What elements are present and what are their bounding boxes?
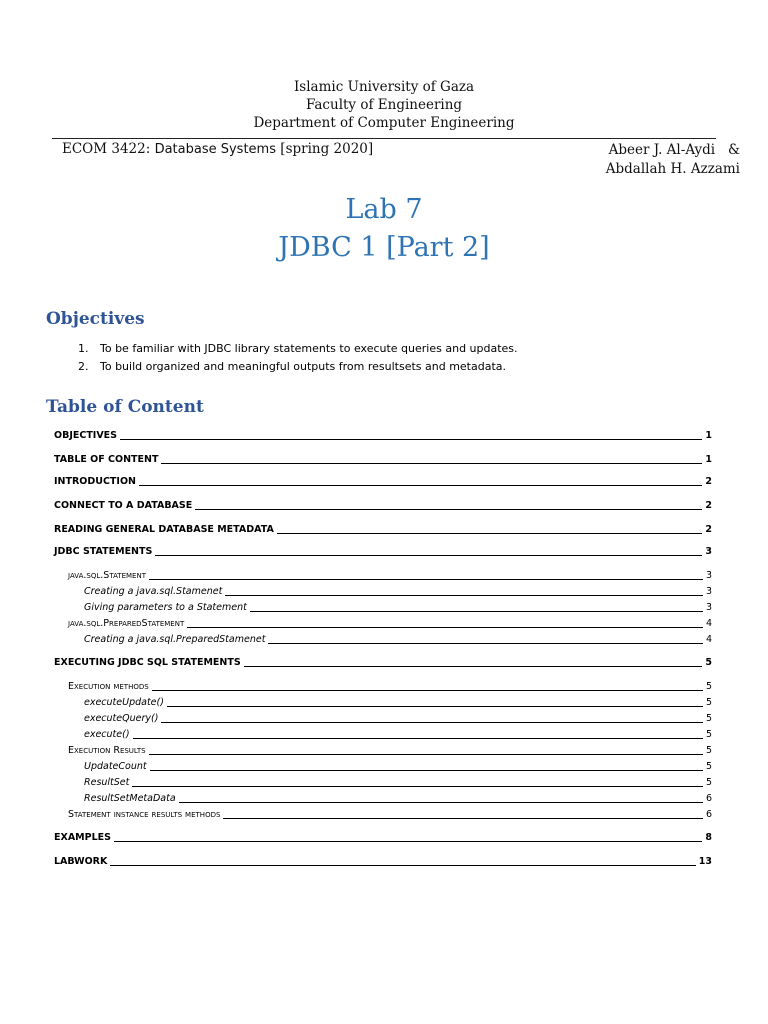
toc-entry-label: UpdateCount (84, 761, 147, 772)
toc-entry[interactable] (54, 454, 712, 466)
toc-entry-page: 5 (705, 681, 712, 692)
toc-entry-label: JDBC STATEMENTS (54, 546, 153, 557)
toc-entry-page: 5 (705, 697, 712, 708)
toc-entry-page: 13 (698, 856, 712, 867)
toc-entry[interactable] (84, 602, 712, 614)
objective-item (78, 340, 518, 358)
toc-entry-label: LABWORK (54, 856, 108, 867)
header-rule (52, 138, 716, 139)
toc-entry[interactable] (84, 729, 712, 741)
toc-entry-page: 5 (705, 729, 712, 740)
toc-entry-page: 6 (705, 809, 712, 820)
toc-entry-page: 6 (705, 793, 712, 804)
toc-entry[interactable] (54, 856, 712, 868)
toc-leader (120, 438, 702, 440)
toc-heading: Table of Content (46, 397, 204, 417)
objectives-heading: Objectives (46, 309, 145, 329)
toc-entry-page: 3 (705, 570, 712, 581)
toc-leader (150, 769, 703, 771)
toc-entry[interactable] (84, 586, 712, 598)
toc-entry-label: Execution Results (68, 745, 146, 756)
toc-leader (223, 817, 703, 819)
toc-entry-page: 3 (705, 586, 712, 597)
toc-entry-page: 5 (705, 777, 712, 788)
toc-entry-label: execute() (84, 729, 130, 740)
toc-entry[interactable] (68, 570, 712, 582)
toc-leader (149, 578, 703, 580)
toc-entry-page: 5 (705, 713, 712, 724)
toc-entry-label: ResultSetMetaData (84, 793, 176, 804)
toc-entry[interactable] (84, 793, 712, 805)
toc-entry[interactable] (54, 832, 712, 844)
lab-subtitle: JDBC 1 [Part 2] (278, 232, 490, 263)
toc-entry-page: 4 (705, 618, 712, 629)
toc-entry[interactable] (54, 430, 712, 442)
objective-item (78, 358, 518, 376)
toc-entry[interactable] (54, 546, 712, 558)
toc-entry[interactable] (84, 697, 712, 709)
objective-number: 1. (78, 342, 89, 355)
toc-entry-page: 4 (705, 634, 712, 645)
university-name: Islamic University of Gaza (293, 79, 475, 95)
toc-entry-label: executeQuery() (84, 713, 159, 724)
toc-leader (155, 554, 702, 556)
course-name: Database Systems (154, 142, 276, 157)
toc-leader (133, 737, 703, 739)
toc-entry-label: Creating a java.sql.Stamenet (84, 586, 223, 597)
objective-text: To be familiar with JDBC library statements to execute queries and updates. (100, 342, 518, 355)
toc-entry-page: 2 (705, 500, 712, 511)
toc-leader (149, 753, 703, 755)
toc-leader (139, 484, 702, 486)
toc-entry-label: java.sql.PreparedStatement (68, 618, 185, 629)
toc-entry[interactable] (84, 713, 712, 725)
toc-leader (161, 721, 703, 723)
toc-entry-label: java.sql.Statement (68, 570, 146, 581)
toc-entry-label: EXAMPLES (54, 832, 111, 843)
toc-entry-page: 5 (705, 657, 712, 668)
toc-leader (225, 594, 703, 596)
toc-entry-page: 3 (705, 546, 712, 557)
toc-entry[interactable] (54, 476, 712, 488)
toc-entry-page: 2 (705, 524, 712, 535)
toc-leader (268, 642, 703, 644)
toc-leader (195, 508, 702, 510)
toc-entry-label: Execution methods (68, 681, 149, 692)
toc-entry-label: OBJECTIVES (54, 430, 118, 441)
toc-entry-label: executeUpdate() (84, 697, 164, 708)
objective-text: To build organized and meaningful outputs from resultsets and metadata. (100, 360, 507, 373)
toc-leader (114, 840, 702, 842)
author-line-2: Abdallah H. Azzami (605, 161, 740, 177)
toc-leader (167, 705, 703, 707)
toc-leader (132, 785, 703, 787)
department-name: Department of Computer Engineering (253, 115, 515, 131)
course-code: ECOM 3422: (62, 141, 151, 157)
toc-entry-label: Creating a java.sql.PreparedStamenet (84, 634, 266, 645)
institution-header (0, 78, 768, 132)
toc-entry[interactable] (84, 634, 712, 646)
toc-leader (250, 610, 703, 612)
toc-entry-page: 3 (705, 602, 712, 613)
toc-entry[interactable] (68, 809, 712, 821)
toc-leader (110, 864, 695, 866)
toc-entry[interactable] (68, 681, 712, 693)
toc-leader (277, 532, 703, 534)
toc-entry-label: Giving parameters to a Statement (84, 602, 247, 613)
toc-leader (244, 665, 703, 667)
toc-entry-label: TABLE OF CONTENT (54, 454, 159, 465)
toc-leader (161, 462, 702, 464)
toc-entry-page: 5 (705, 761, 712, 772)
toc-entry-page: 8 (705, 832, 712, 843)
toc-entry-label: EXECUTING JDBC SQL STATEMENTS (54, 657, 241, 668)
course-term: [spring 2020] (280, 141, 374, 157)
course-line (62, 141, 373, 157)
authors (606, 141, 740, 179)
toc-entry-label: ResultSet (84, 777, 130, 788)
toc-entry[interactable] (68, 745, 712, 757)
toc-entry-page: 1 (705, 430, 712, 441)
toc-entry-page: 1 (705, 454, 712, 465)
toc-entry-page: 5 (705, 745, 712, 756)
toc-leader (179, 801, 703, 803)
toc-entry-label: CONNECT TO A DATABASE (54, 500, 193, 511)
toc-entry[interactable] (68, 618, 712, 630)
faculty-name: Faculty of Engineering (305, 97, 463, 113)
toc-entry[interactable] (54, 524, 712, 536)
toc-leader (187, 626, 703, 628)
toc-entry-label: READING GENERAL DATABASE METADATA (54, 524, 274, 535)
lab-title: Lab 7 (345, 194, 423, 225)
toc-leader (152, 689, 703, 691)
toc-entry-page: 2 (705, 476, 712, 487)
toc-entry[interactable] (54, 657, 712, 669)
toc-entry[interactable] (54, 500, 712, 512)
author-line-1: Abeer J. Al-Aydi & (608, 142, 740, 158)
toc-entry-label: INTRODUCTION (54, 476, 136, 487)
objectives-list (78, 340, 518, 376)
objective-number: 2. (78, 360, 89, 373)
toc-entry-label: Statement instance results methods (68, 809, 221, 820)
toc-entry[interactable] (84, 761, 712, 773)
toc-entry[interactable] (84, 777, 712, 789)
